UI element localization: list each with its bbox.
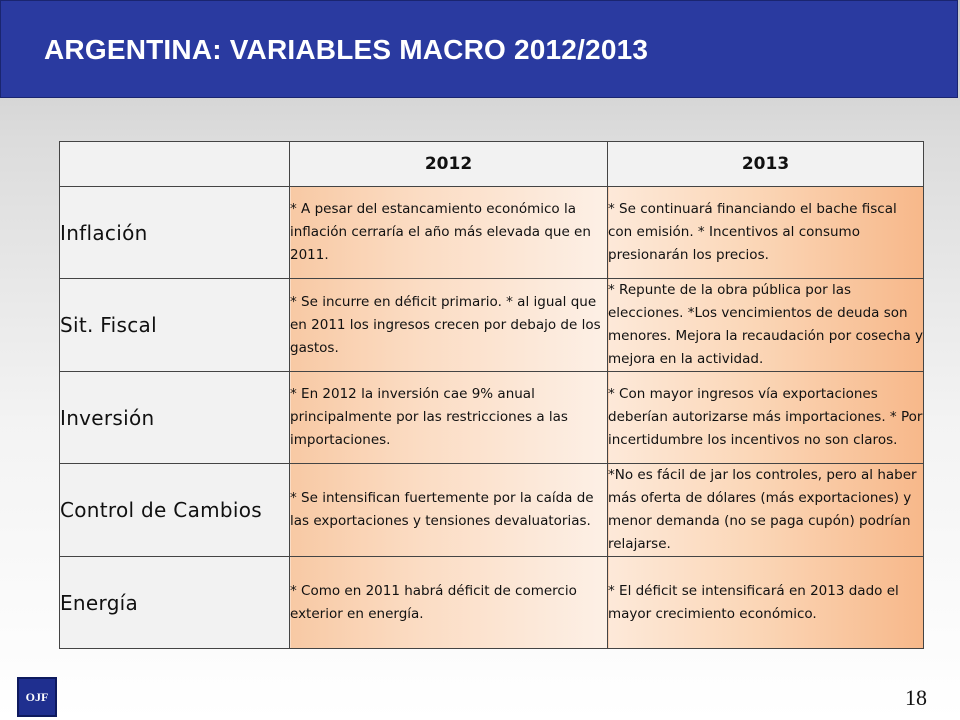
- page-number: 18: [905, 685, 927, 710]
- row-label: Control de Cambios: [60, 464, 290, 557]
- cell-2012: * Se intensifican fuertemente por la caída de las exportaciones y tensiones devaluatorias.: [290, 464, 608, 557]
- column-header-2013: 2013: [608, 142, 924, 187]
- cell-2013: * Se continuará financiando el bache fiscal con emisión. * Incentivos al consumo presionarán los precios.: [608, 187, 924, 279]
- ojf-logo: [17, 677, 57, 717]
- cell-2012: * Se incurre en déficit primario. * al igual que en 2011 los ingresos crecen por debajo de los gastos.: [290, 279, 608, 372]
- cell-2013: *No es fácil de jar los controles, pero al haber más oferta de dólares (más exportaciones) y menor demanda (no se paga cupón) podrían relajarse.: [608, 464, 924, 557]
- cell-2012: * A pesar del estancamiento económico la inflación cerraría el año más elevada que en 2011.: [290, 187, 608, 279]
- table-header-row: [60, 142, 924, 187]
- cell-2013: * Repunte de la obra pública por las elecciones. *Los vencimientos de deuda son menores. Mejora la recaudación por cosecha y mejora en la actividad.: [608, 279, 924, 372]
- row-label: Energía: [60, 557, 290, 649]
- title-banner: [0, 0, 958, 98]
- table-row-inflacion: [60, 187, 924, 279]
- cell-2013: * Con mayor ingresos vía exportaciones deberían autorizarse más importaciones. * Por incertidumbre los incentivos no son claros.: [608, 372, 924, 464]
- column-header-2012: 2012: [290, 142, 608, 187]
- cell-2013: * El déficit se intensificará en 2013 dado el mayor crecimiento económico.: [608, 557, 924, 649]
- logo-text: OJF: [25, 689, 49, 704]
- page-title: ARGENTINA: VARIABLES MACRO 2012/2013: [44, 34, 649, 65]
- row-label: Inflación: [60, 187, 290, 279]
- table-row-control-de-cambios: [60, 464, 924, 557]
- row-label: Inversión: [60, 372, 290, 464]
- corner-cell: [60, 142, 290, 187]
- cell-2012: * En 2012 la inversión cae 9% anual principalmente por las restricciones a las importaciones.: [290, 372, 608, 464]
- row-label: Sit. Fiscal: [60, 279, 290, 372]
- cell-2012: * Como en 2011 habrá déficit de comercio exterior en energía.: [290, 557, 608, 649]
- table-row-energia: [60, 557, 924, 649]
- macro-variables-table: [59, 141, 924, 649]
- table-row-inversion: [60, 372, 924, 464]
- table-row-sit-fiscal: [60, 279, 924, 372]
